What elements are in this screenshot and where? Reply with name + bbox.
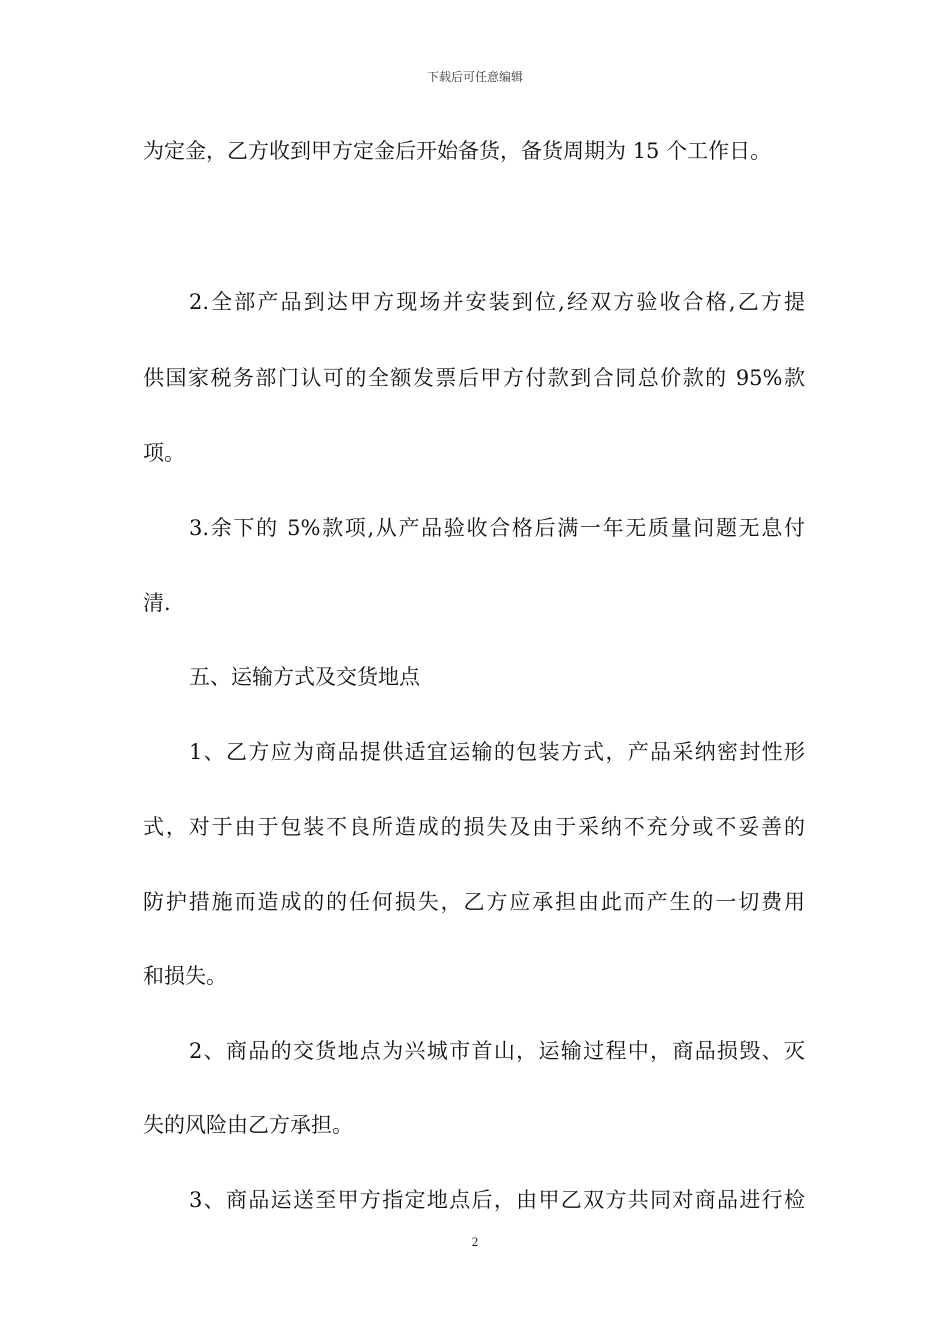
page-number: 2	[471, 1234, 479, 1249]
body-line-1: 为定金，乙方收到甲方定金后开始备货，备货周期为 15 个工作日。	[143, 139, 772, 163]
section-heading: 五、运输方式及交货地点	[189, 665, 420, 689]
body-line-3: 供国家税务部门认可的全额发票后甲方付款到合同总价款的 95%款	[143, 366, 805, 390]
body-line-8: 1、乙方应为商品提供适宜运输的包装方式，产品采纳密封性形	[189, 740, 805, 764]
header-note: 下载后可任意编辑	[426, 70, 523, 84]
body-line-13: 失的风险由乙方承担。	[143, 1113, 353, 1137]
body-line-9: 式，对于由于包装不良所造成的损失及由于采纳不充分或不妥善的	[143, 815, 805, 839]
body-line-5: 3.余下的 5%款项,从产品验收合格后满一年无质量问题无息付	[189, 516, 805, 540]
body-line-12: 2、商品的交货地点为兴城市首山，运输过程中，商品损毁、灭	[189, 1039, 805, 1063]
body-line-11: 和损失。	[143, 964, 227, 988]
body-line-6: 清.	[143, 591, 171, 615]
body-line-2: 2.全部产品到达甲方现场并安装到位,经双方验收合格,乙方提	[189, 290, 805, 314]
body-line-4: 项。	[143, 441, 185, 465]
body-line-10: 防护措施而造成的的任何损失，乙方应承担由此而产生的一切费用	[143, 890, 805, 914]
body-line-14: 3、商品运送至甲方指定地点后，由甲乙双方共同对商品进行检	[189, 1188, 805, 1212]
